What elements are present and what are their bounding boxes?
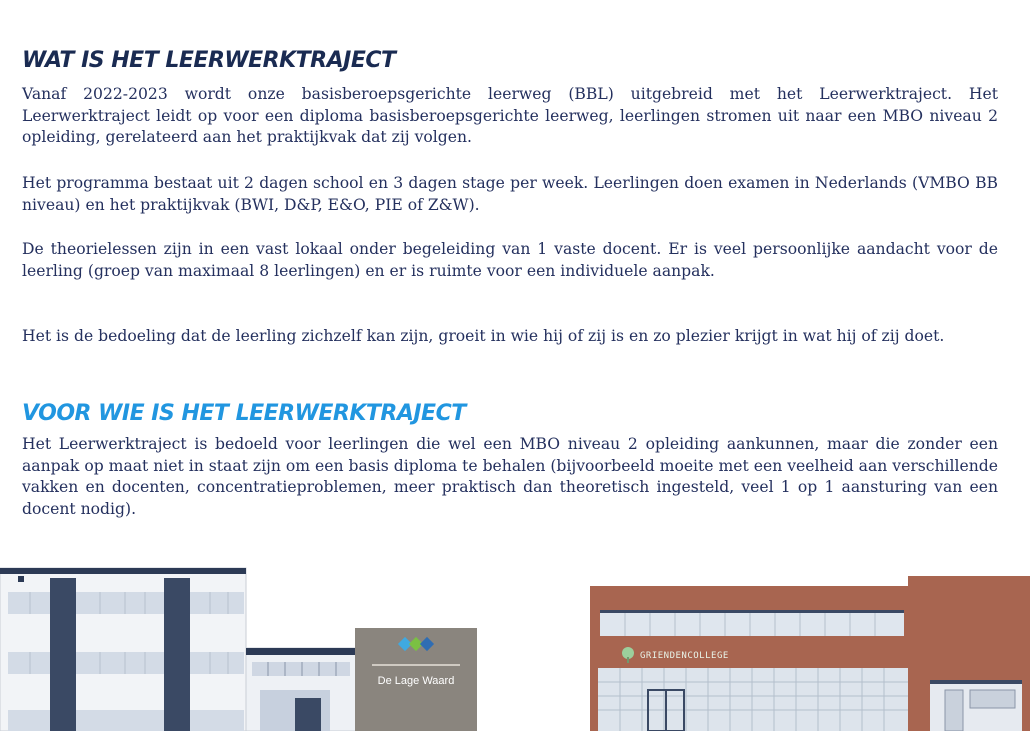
paragraph-theorielessen: De theorielessen zijn in een vast lokaal onder begeleiding van 1 vaste docent. Er is veel persoonlijke aandacht voor de leerling (groep van maximaal 8 leerlingen) en er is ruimte voor een individuele aanpak. [22,240,998,280]
left-building-sign: De Lage Waard [377,675,455,687]
section-title-voor-wie: VOOR WIE IS HET LEERWERKTRAJECT [22,401,466,426]
paragraph-bedoeling: Het is de bedoeling dat de leerling zichzelf kan zijn, groeit in wie hij of zij is en zo plezier krijgt in wat hij of zij doet. [22,327,945,345]
paragraph-doelgroep: Het Leerwerktraject is bedoeld voor leerlingen die wel een MBO niveau 2 opleiding aankunnen, maar die zonder een aanpak op maat niet in staat zijn om een basis diploma te behalen (bijvoorbeeld moeite met een veelheid aan verschillende vakken en docenten, concentratieproblemen, meer praktisch dan theoretisch ingesteld, veel 1 op 1 aansturing van een docent nodig). [22,435,998,518]
left-building [0,568,477,731]
paragraph-intro: Vanaf 2022-2023 wordt onze basisberoepsgerichte leerweg (BBL) uitgebreid met het Leerwerktraject. Het Leerwerktraject leidt op voor een diploma basisberoepsgerichte leerweg, leerlingen stromen uit naar een MBO niveau 2 opleiding, gerelateerd aan het praktijkvak dat zij volgen. [22,85,998,147]
paragraph-programma: Het programma bestaat uit 2 dagen school en 3 dagen stage per week. Leerlingen doen examen in Nederlands (VMBO BB niveau) en het praktijkvak (BWI, D&P, E&O, PIE of Z&W). [22,174,998,214]
right-building [590,576,1030,731]
school-buildings-illustration [0,560,1030,731]
section-title-wat-is: WAT IS HET LEERWERKTRAJECT [22,48,396,73]
right-building-sign: GRIENDENCOLLEGE [640,651,729,661]
school-logo-icon [398,637,434,651]
